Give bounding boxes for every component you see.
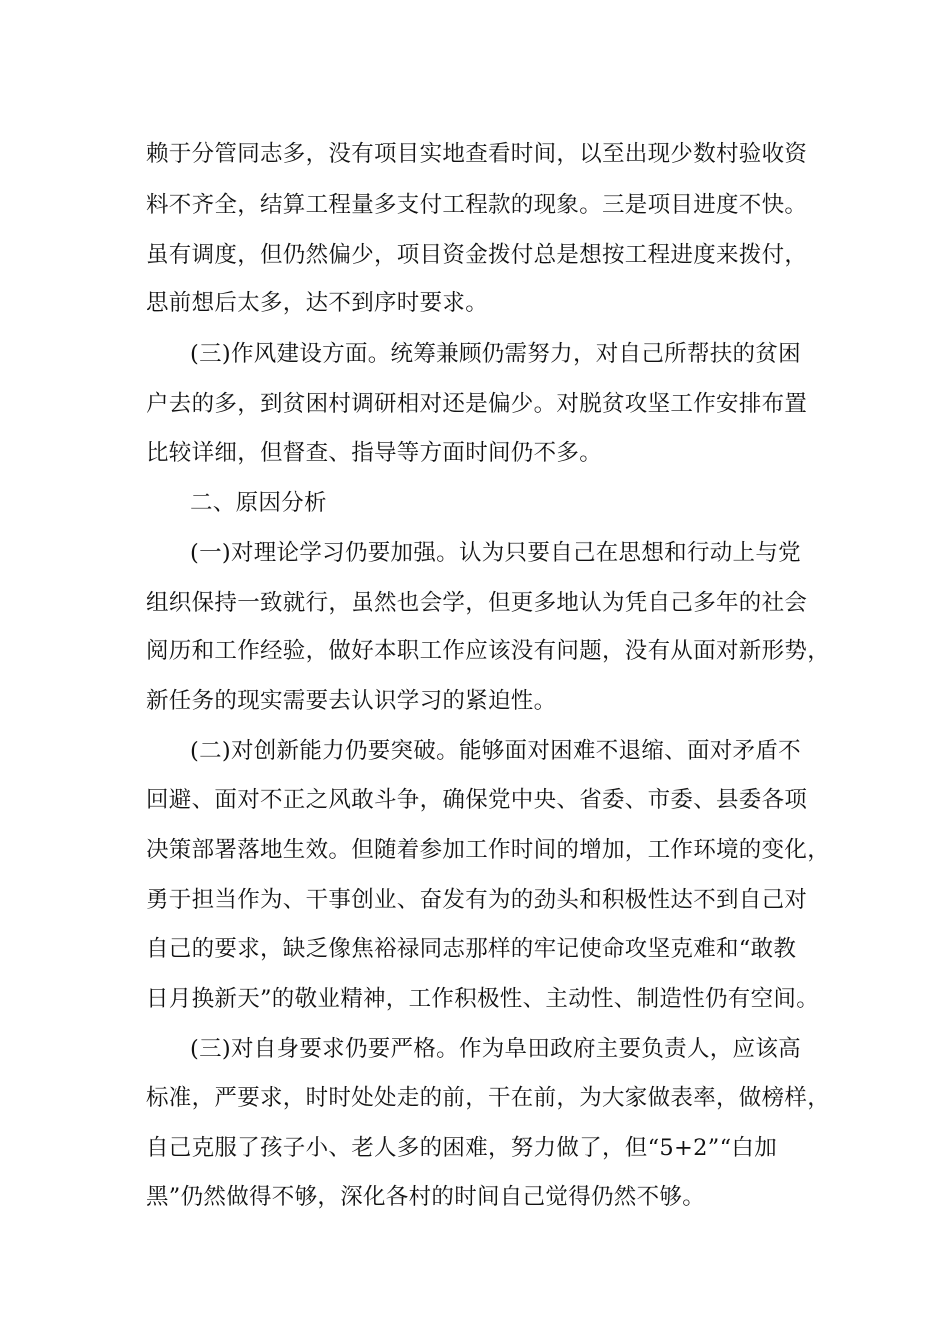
body-text-line: 回避、面对不正之风敢斗争，确保党中央、省委、市委、县委各项 xyxy=(146,787,808,813)
body-text-line: 自己的要求，缺乏像焦裕禄同志那样的牢记使命攻坚克难和“敢教 xyxy=(146,936,797,962)
body-text-line: 赖于分管同志多，没有项目实地查看时间，以至出现少数村验收资 xyxy=(146,141,808,167)
body-text-line: 料不齐全，结算工程量多支付工程款的现象。三是项目进度不快。 xyxy=(146,192,808,218)
body-text-line: 决策部署落地生效。但随着参加工作时间的增加，工作环境的变化， xyxy=(146,837,831,863)
body-text-line: 思前想后太多，达不到序时要求。 xyxy=(146,290,489,316)
body-text-line: 阅历和工作经验，做好本职工作应该没有问题，没有从面对新形势， xyxy=(146,638,831,664)
body-text-line: 比较详细，但督查、指导等方面时间仍不多。 xyxy=(146,440,603,466)
body-text-line: 自己克服了孩子小、老人多的困难，努力做了，但“5+2”“白加 xyxy=(146,1135,777,1161)
section-heading-self-discipline: (三)对自身要求仍要严格。作为阜田政府主要负责人，应该高 xyxy=(190,1036,801,1062)
body-text-line: 日月换新天”的敬业精神，工作积极性、主动性、制造性仍有空间。 xyxy=(146,986,820,1012)
body-text-line: 勇于担当作为、干事创业、奋发有为的劲头和积极性达不到自己对 xyxy=(146,887,808,913)
body-text-line: 虽有调度，但仍然偏少，项目资金拨付总是想按工程进度来拨付， xyxy=(146,242,808,268)
body-text-line: 户去的多，到贫困村调研相对还是偏少。对脱贫攻坚工作安排布置 xyxy=(146,391,808,417)
section-heading-reason-analysis: 二、原因分析 xyxy=(190,490,327,516)
section-heading-theory-study: (一)对理论学习仍要加强。认为只要自己在思想和行动上与党 xyxy=(190,540,801,566)
section-heading-innovation: (二)对创新能力仍要突破。能够面对困难不退缩、面对矛盾不 xyxy=(190,738,801,764)
body-text-line: 黑”仍然做得不够，深化各村的时间自己觉得仍然不够。 xyxy=(146,1184,706,1210)
section-heading-zuofeng: (三)作风建设方面。统筹兼顾仍需努力，对自己所帮扶的贫困 xyxy=(190,341,801,367)
body-text-line: 组织保持一致就行，虽然也会学，但更多地认为凭自己多年的社会 xyxy=(146,590,808,616)
body-text-line: 标准，严要求，时时处处走的前，干在前，为大家做表率，做榜样， xyxy=(146,1085,831,1111)
body-text-line: 新任务的现实需要去认识学习的紧迫性。 xyxy=(146,688,557,714)
